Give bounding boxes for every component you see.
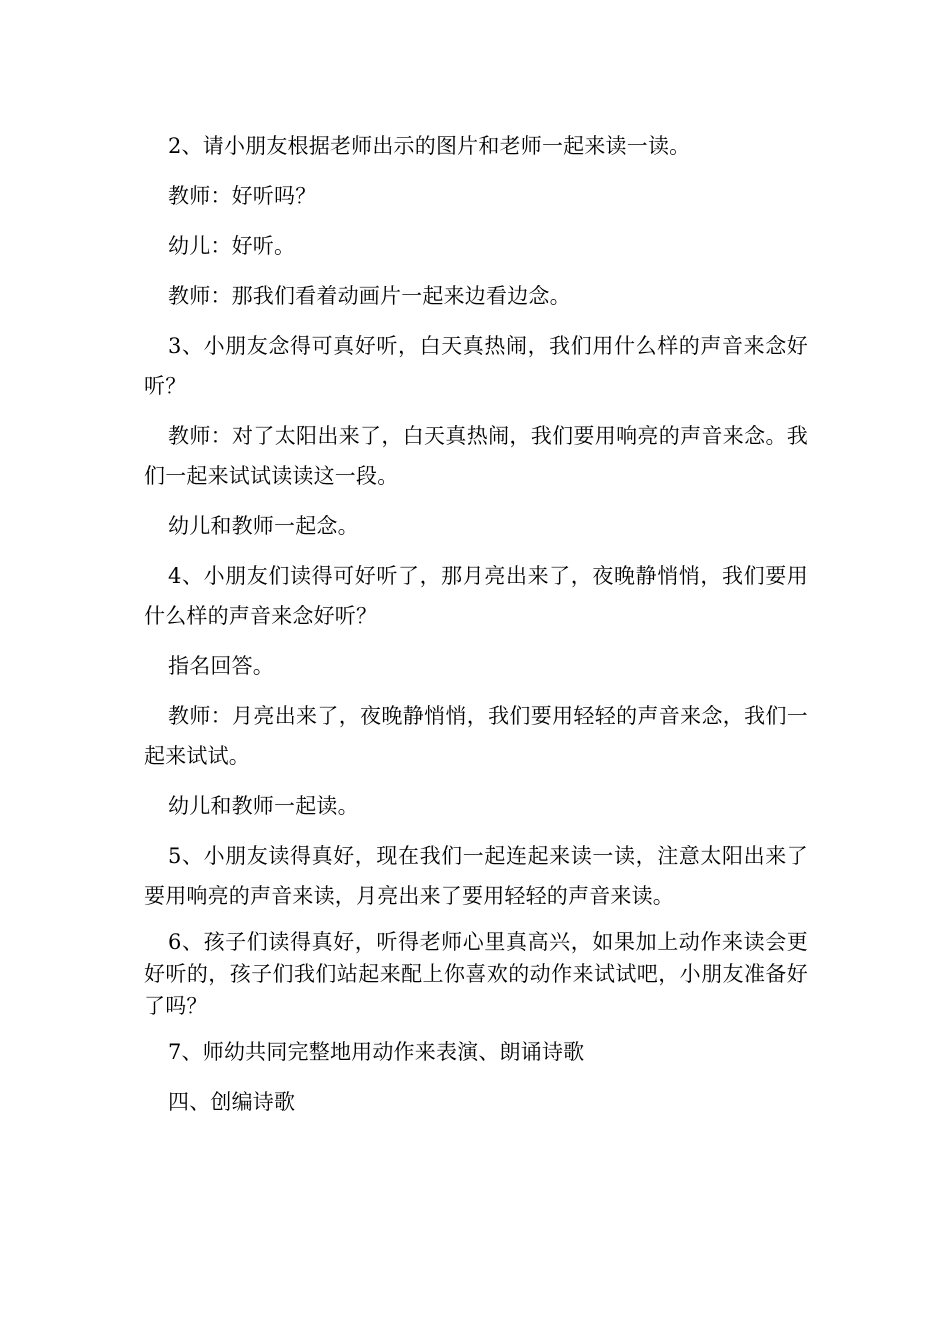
paragraph-step-5: 5、小朋友读得真好，现在我们一起连起来读一读，注意太阳出来了要用响亮的声音来读，月亮出来了要用轻轻的声音来读。	[144, 844, 808, 908]
paragraph-step-4: 4、小朋友们读得可好听了，那月亮出来了，夜晚静悄悄，我们要用什么样的声音来念好听？	[144, 564, 808, 628]
paragraph-step-3: 3、小朋友念得可真好听，白天真热闹，我们用什么样的声音来念好听？	[144, 334, 808, 398]
paragraph-teacher-animation: 教师：那我们看着动画片一起来边看边念。	[168, 284, 571, 308]
paragraph-child-read-again: 幼儿和教师一起读。	[168, 794, 359, 818]
paragraph-teacher-moon: 教师：月亮出来了，夜晚静悄悄，我们要用轻轻的声音来念，我们一起来试试。	[144, 704, 808, 768]
paragraph-call-answer: 指名回答。	[168, 654, 274, 678]
paragraph-teacher-sun: 教师：对了太阳出来了，白天真热闹，我们要用响亮的声音来念。我们一起来试试读读这一段。	[144, 424, 808, 488]
paragraph-step-2: 2、请小朋友根据老师出示的图片和老师一起来读一读。	[168, 134, 691, 158]
paragraph-teacher-question: 教师：好听吗？	[168, 184, 317, 208]
paragraph-child-read-together: 幼儿和教师一起念。	[168, 514, 359, 538]
paragraph-step-6: 6、孩子们读得真好，听得老师心里真高兴，如果加上动作来读会更好听的，孩子们我们站起来配上你喜欢的动作来试试吧，小朋友准备好了吗？	[144, 930, 808, 1018]
paragraph-step-7: 7、师幼共同完整地用动作来表演、朗诵诗歌	[168, 1040, 585, 1064]
section-heading-create-poem: 四、创编诗歌	[168, 1090, 296, 1114]
paragraph-child-answer: 幼儿：好听。	[168, 234, 296, 258]
document-body	[144, 126, 808, 1132]
